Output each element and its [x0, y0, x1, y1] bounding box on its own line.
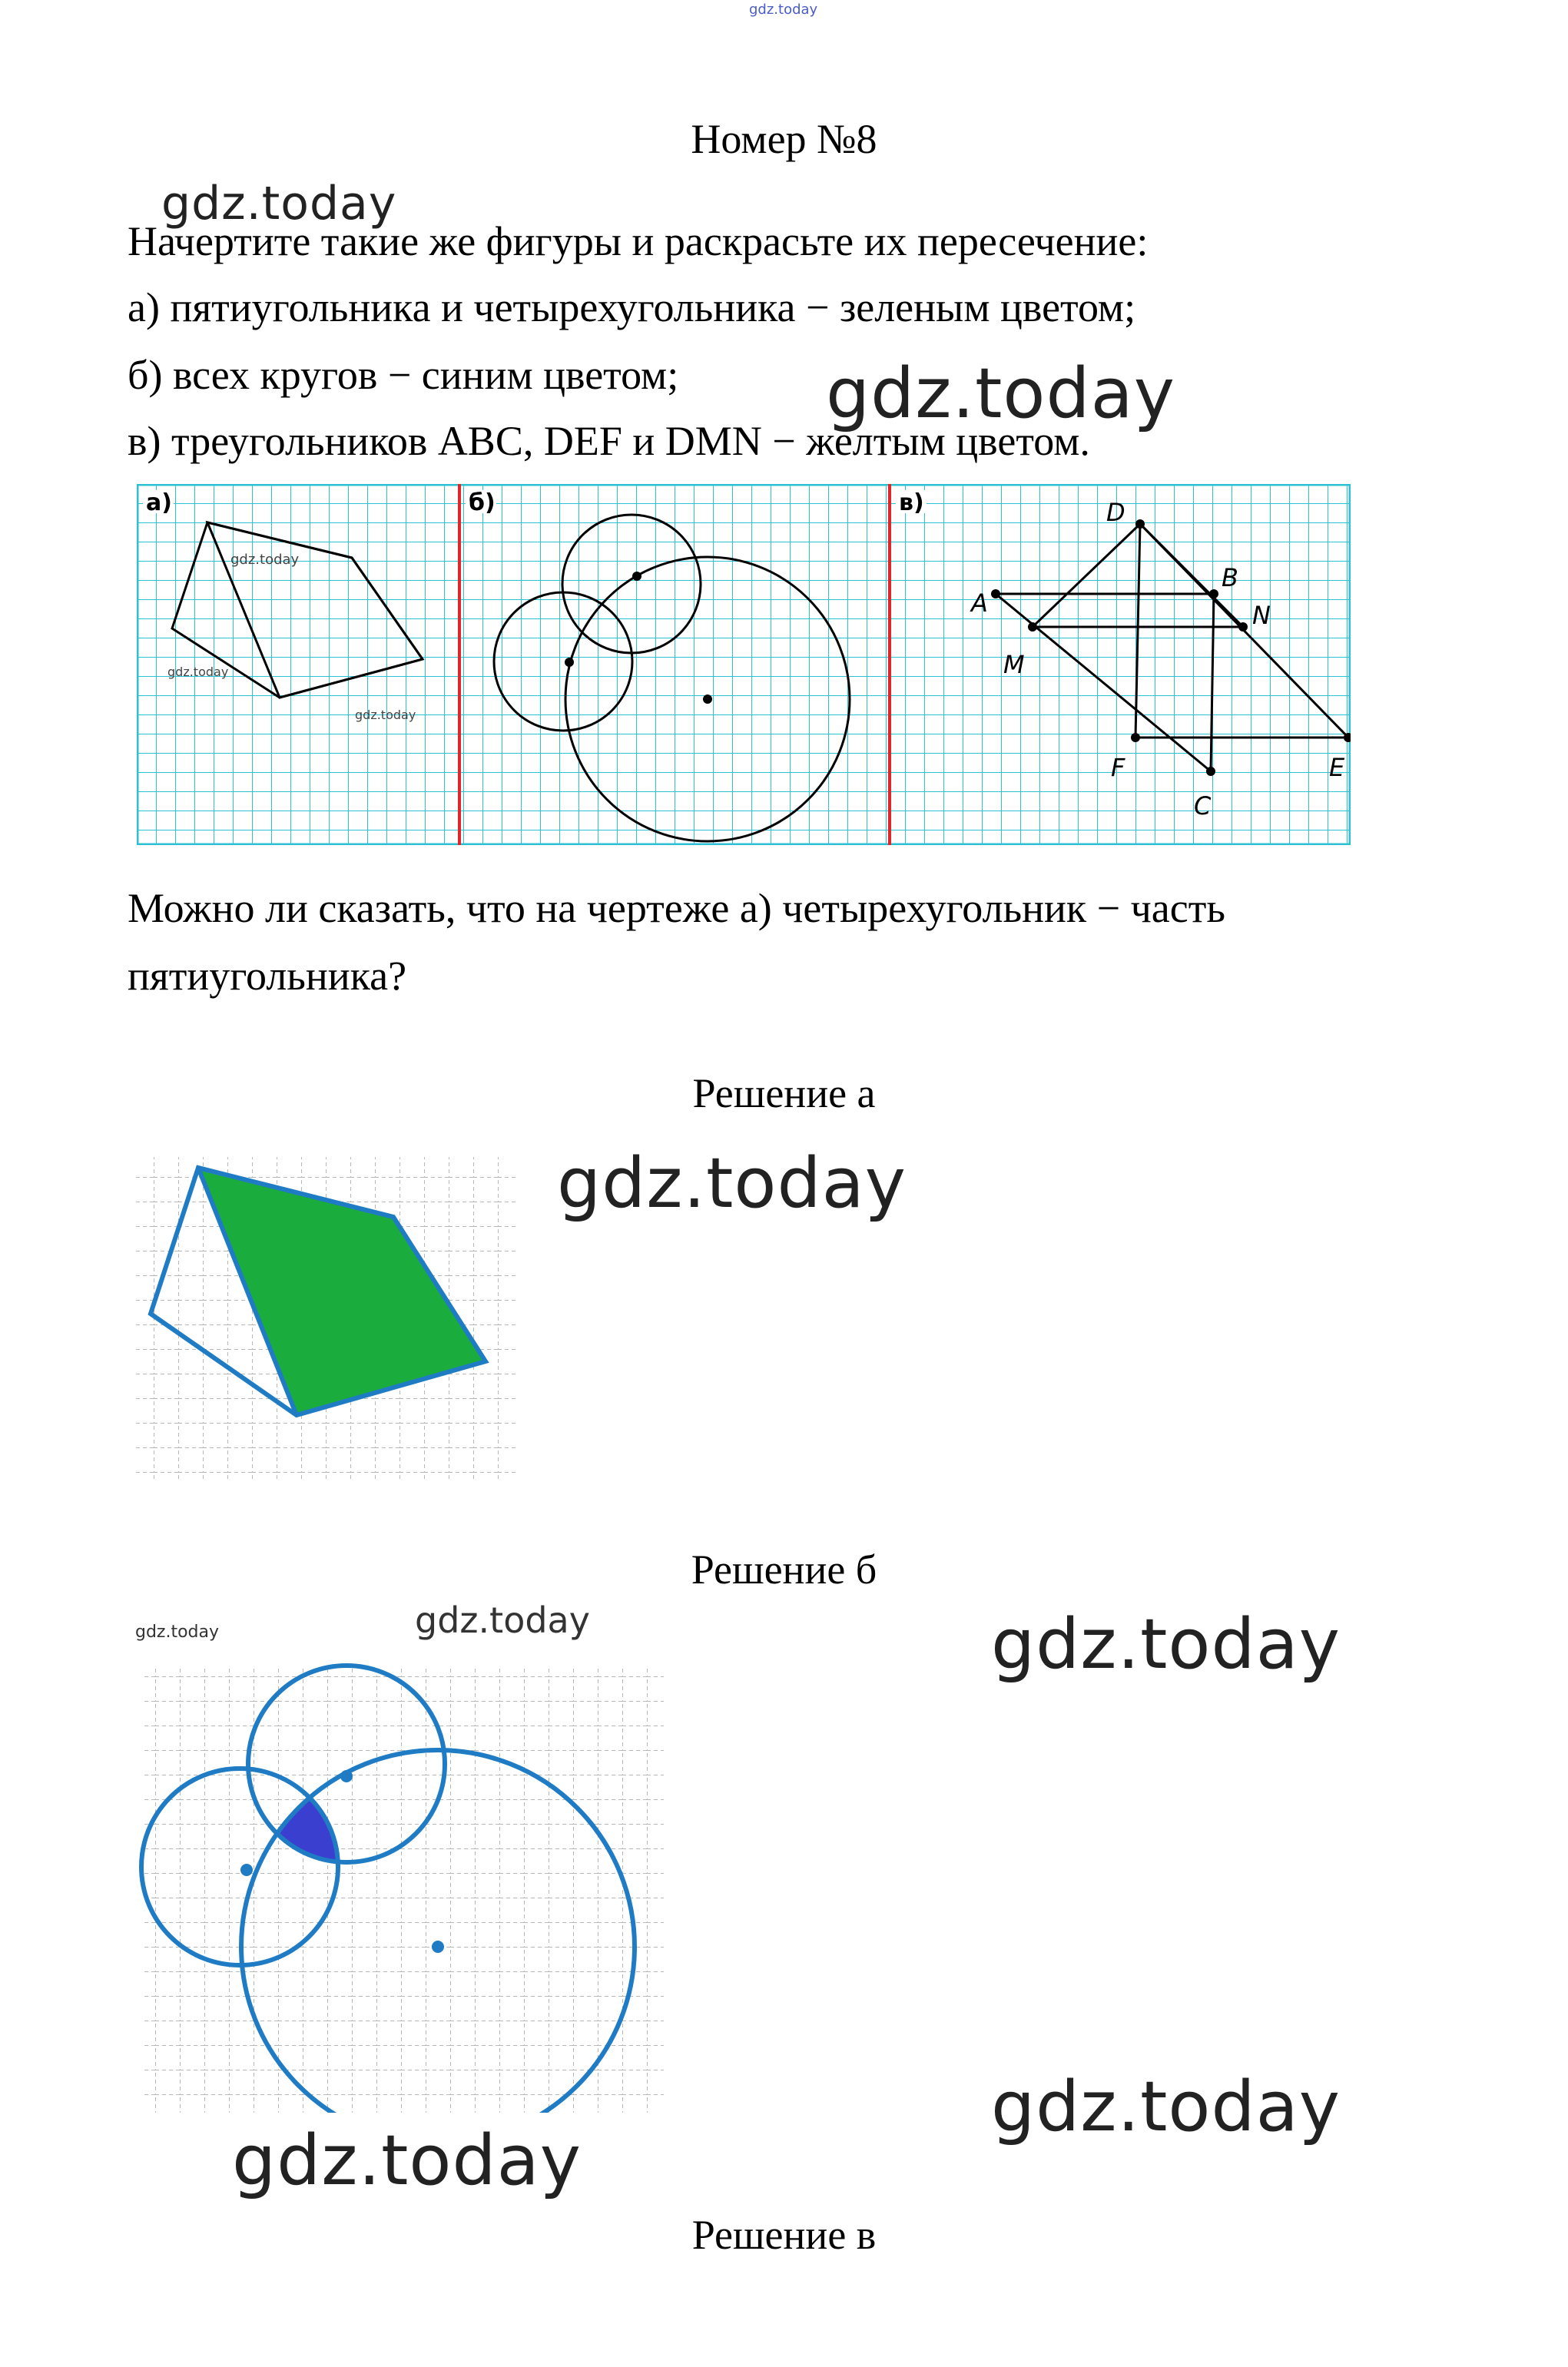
solution-a-heading: Решение а: [692, 1070, 876, 1116]
inner-watermark: gdz.today: [355, 708, 416, 722]
task-figure: [137, 484, 1351, 845]
point-label-c: C: [1194, 791, 1212, 820]
point-label-f: F: [1111, 753, 1125, 782]
solution-b-heading: Решение б: [691, 1547, 877, 1593]
watermark: gdz.today: [415, 1600, 590, 1641]
question-line-2: пятиугольника?: [128, 953, 407, 999]
task-intro: Начертите такие же фигуры и раскрасьте их пересечение:: [128, 218, 1149, 264]
solution-a-figure: [129, 1152, 529, 1490]
circle-center: [240, 1864, 253, 1876]
watermark: gdz.today: [826, 353, 1176, 434]
watermark: gdz.today: [991, 2067, 1341, 2147]
point-label-b: B: [1222, 563, 1238, 592]
circle-center: [432, 1941, 444, 1953]
point-label-d: D: [1106, 498, 1125, 527]
point-label-a: A: [971, 588, 988, 618]
circle-center: [632, 572, 641, 581]
watermark: gdz.today: [557, 1143, 907, 1224]
watermark: gdz.today: [232, 2120, 582, 2201]
watermark: gdz.today: [991, 1604, 1341, 1685]
top-watermark: gdz.today: [749, 2, 818, 18]
circle-center: [340, 1770, 353, 1782]
panel-a-label: а): [146, 489, 172, 516]
point-label-m: M: [1003, 650, 1025, 679]
panel-b-label: б): [469, 489, 496, 516]
point-label-n: N: [1252, 601, 1271, 630]
watermark: gdz.today: [135, 1623, 220, 1642]
inner-watermark: gdz.today: [167, 665, 229, 679]
circle-center: [703, 695, 712, 704]
grid-background: [141, 1667, 664, 2113]
grid-background: [137, 484, 1351, 845]
inner-watermark: gdz.today: [230, 552, 300, 568]
panel-c-label: в): [899, 489, 924, 516]
watermark: gdz.today: [161, 177, 397, 230]
point-label-e: E: [1329, 753, 1345, 782]
task-item-b: б) всех кругов − синим цветом;: [128, 352, 679, 398]
solution-b-figure: [131, 1652, 668, 2113]
task-item-a: а) пятиугольника и четырехугольника − зеленым цветом;: [128, 284, 1136, 330]
page-title: Номер №8: [691, 116, 877, 162]
solution-c-heading: Решение в: [691, 2212, 877, 2258]
circle-center: [565, 658, 574, 667]
task-item-c: в) треугольников ABC, DEF и DMN − желтым цветом.: [128, 418, 1090, 464]
question-line-1: Можно ли сказать, что на чертеже а) четырехугольник − часть: [128, 885, 1225, 931]
